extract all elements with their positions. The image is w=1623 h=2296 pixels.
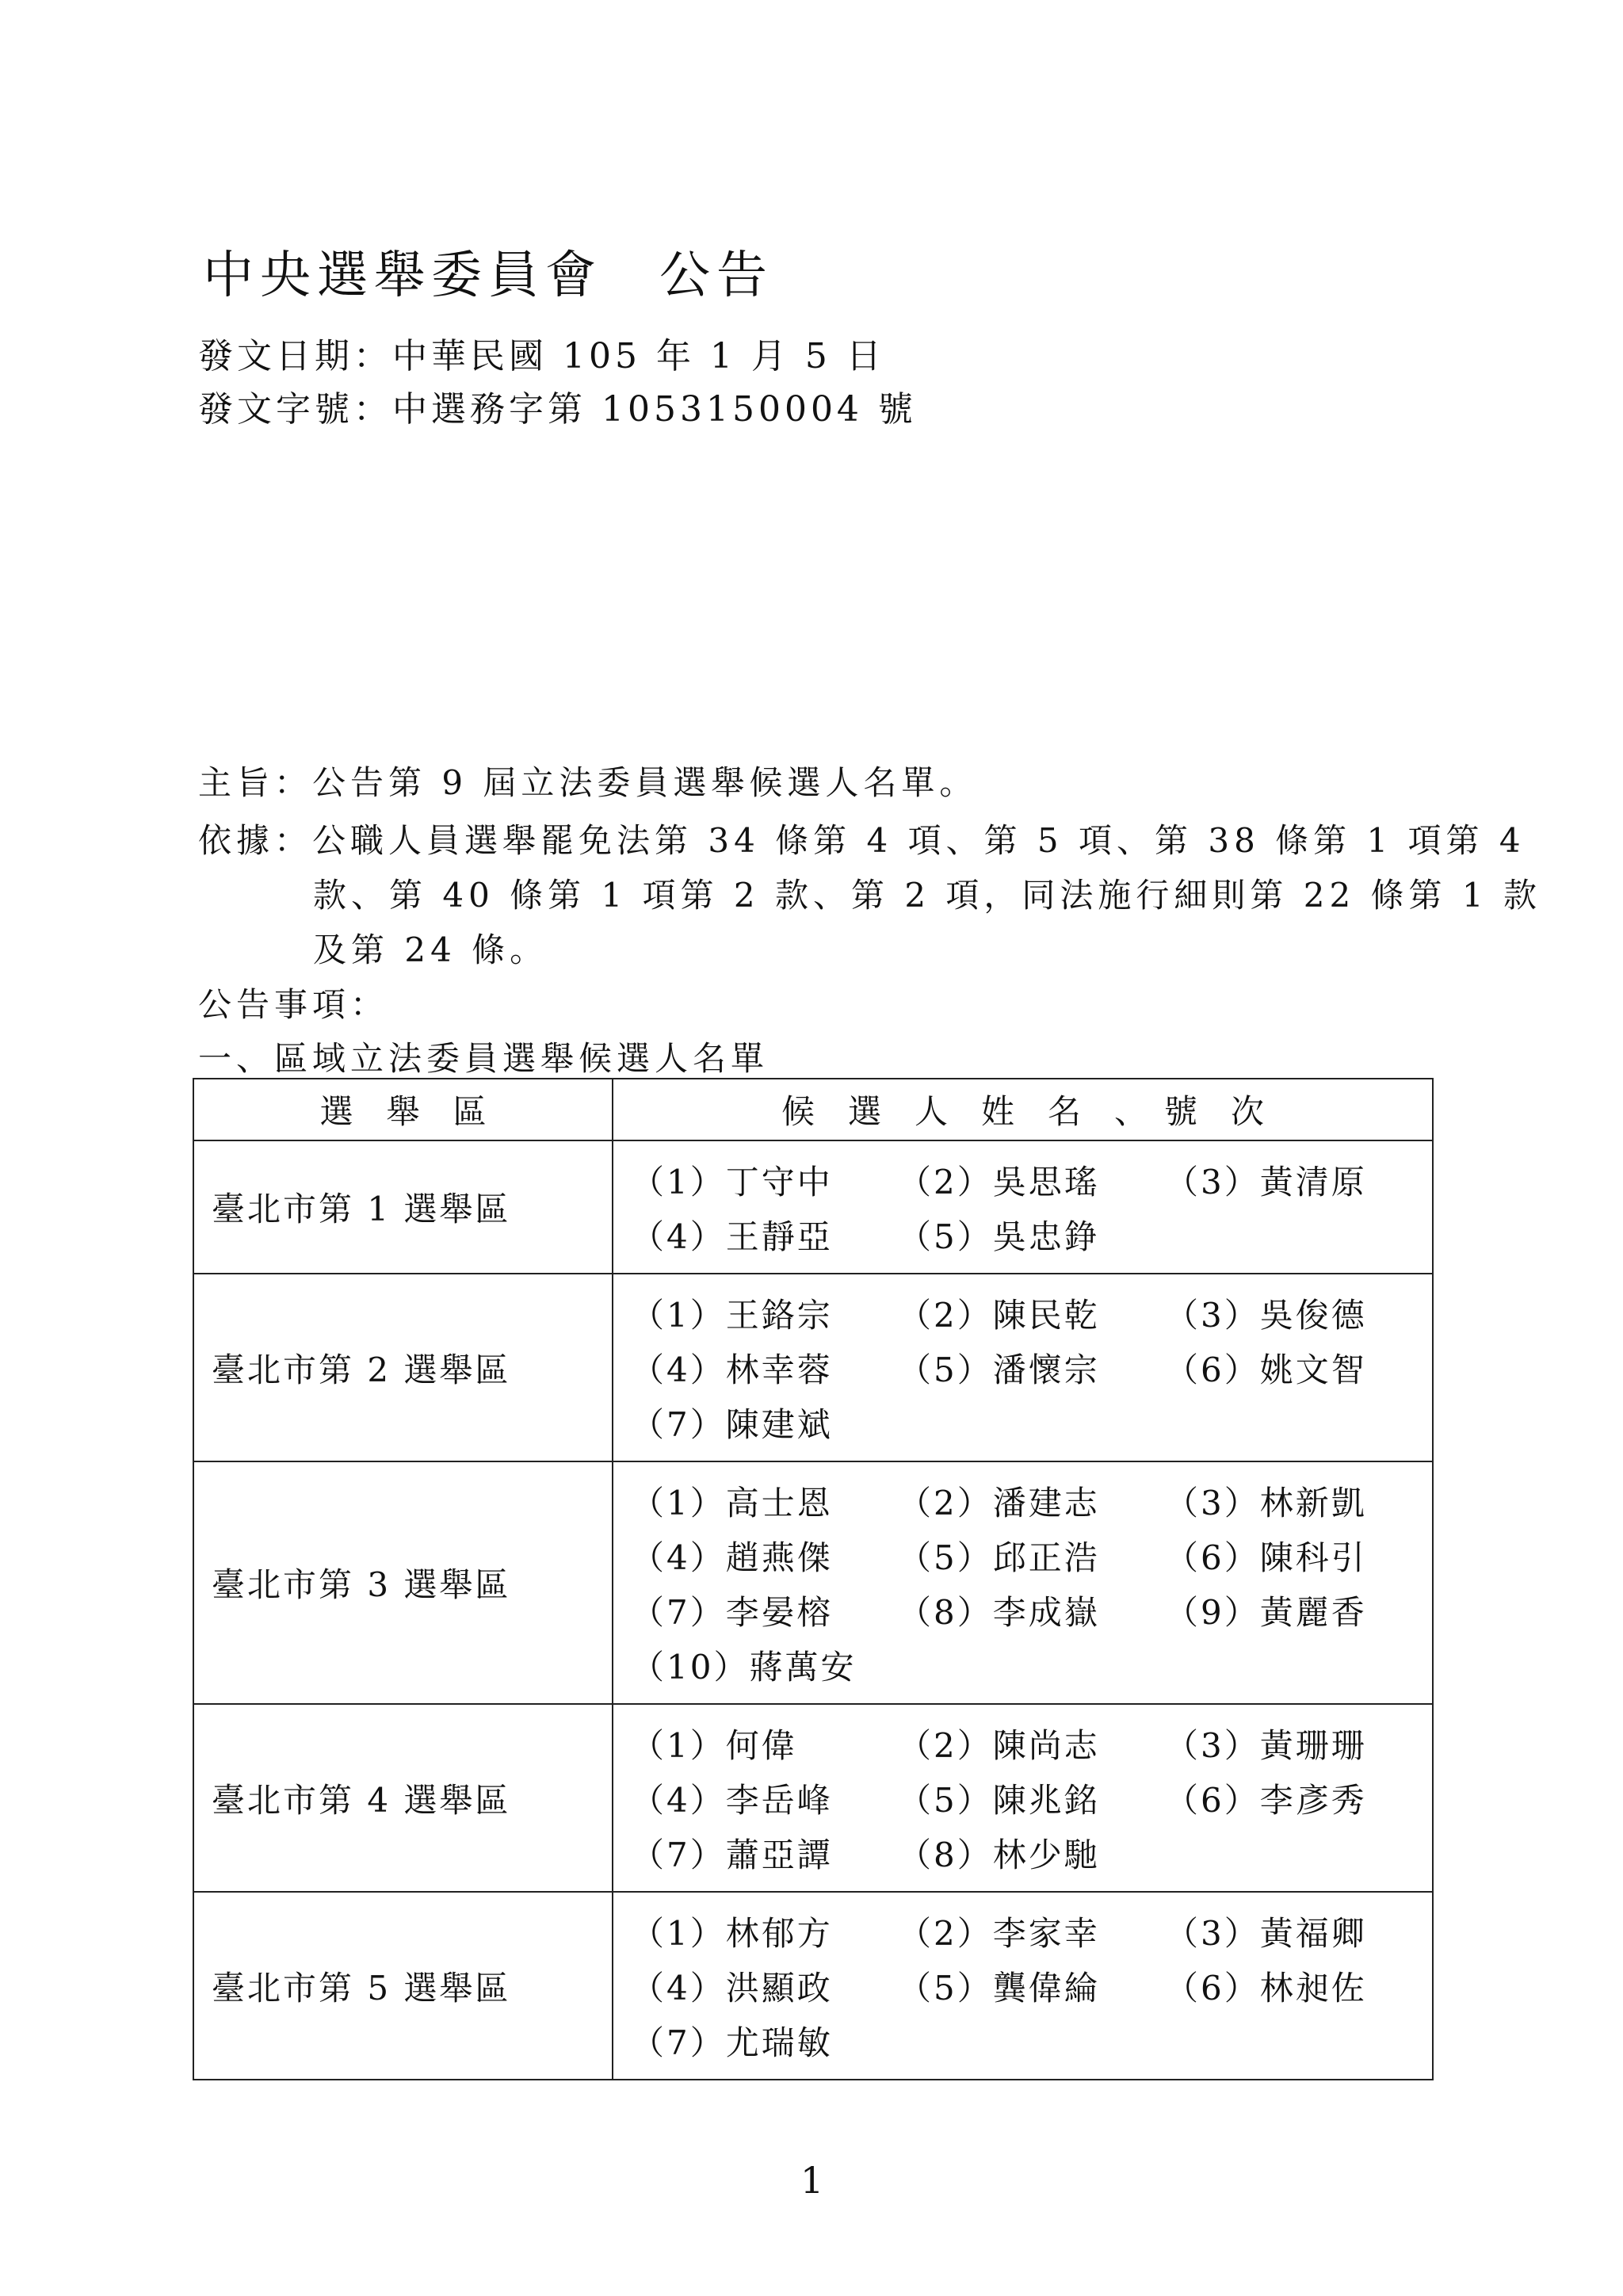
candidate-entry: （3）黃清原 — [1165, 1162, 1367, 1201]
basis-line-1: 依據：公職人員選舉罷免法第 34 條第 4 項、第 5 項、第 38 條第 1 項第 4 — [198, 821, 1526, 860]
candidate-entry: （2）李家幸 — [898, 1913, 1100, 1953]
candidate-entry: （7）尤瑞敏 — [631, 2023, 833, 2062]
candidate-entry: （4）李岳峰 — [631, 1780, 833, 1820]
candidate-line — [631, 2013, 1432, 2068]
candidate-entry: （2）潘建志 — [898, 1483, 1100, 1522]
header-candidates: 候 選 人 姓 名 、 號 次 — [613, 1079, 1433, 1140]
candidate-entry: （1）何偉 — [631, 1725, 797, 1765]
candidate-line — [631, 1340, 1432, 1395]
candidate-entry: （3）黃珊珊 — [1165, 1725, 1367, 1765]
document-number: 發文字號：中選務字第 1053150004 號 — [198, 389, 917, 430]
basis-line-3: 及第 24 條。 — [313, 930, 548, 969]
candidate-entry: （9）黃麗香 — [1165, 1592, 1367, 1632]
candidate-entry: （7）陳建斌 — [631, 1404, 833, 1444]
candidate-line — [631, 1286, 1432, 1340]
table-body — [193, 1140, 1433, 2080]
notice-items-heading: 公告事項： — [198, 985, 389, 1024]
table-row — [193, 1704, 1433, 1892]
candidate-line — [631, 1904, 1432, 1958]
header-district: 選 舉 區 — [193, 1079, 613, 1140]
candidates-cell — [613, 1274, 1433, 1461]
candidate-line — [631, 1207, 1432, 1262]
district-cell: 臺北市第 3 選舉區 — [193, 1461, 613, 1704]
candidate-line — [631, 1771, 1432, 1825]
candidate-entry: （6）林昶佐 — [1165, 1968, 1367, 2008]
candidate-line — [631, 1825, 1432, 1880]
candidates-cell — [613, 1461, 1433, 1704]
table-header-row — [193, 1079, 1433, 1140]
candidate-table — [193, 1078, 1434, 2080]
candidate-line — [631, 1583, 1432, 1637]
page-number: 1 — [800, 2159, 824, 2202]
candidate-entry: （6）李彥秀 — [1165, 1780, 1367, 1820]
candidate-entry: （8）林少馳 — [898, 1835, 1100, 1874]
district-cell: 臺北市第 1 選舉區 — [193, 1140, 613, 1274]
candidate-entry: （5）龔偉綸 — [898, 1968, 1100, 2008]
table-row — [193, 1140, 1433, 1274]
district-cell: 臺北市第 4 選舉區 — [193, 1704, 613, 1892]
candidate-entry: （6）陳科引 — [1165, 1538, 1367, 1577]
notice-title: 中央選舉委員會 公告 — [203, 246, 773, 305]
table-row — [193, 1461, 1433, 1704]
candidate-entry: （2）陳民乾 — [898, 1295, 1100, 1335]
candidate-line — [631, 1152, 1432, 1207]
candidate-entry: （4）王靜亞 — [631, 1217, 833, 1256]
candidate-entry: （2）陳尚志 — [898, 1725, 1100, 1765]
candidate-entry: （2）吳思瑤 — [898, 1162, 1100, 1201]
candidates-cell — [613, 1892, 1433, 2080]
candidate-line — [631, 1958, 1432, 2013]
district-cell: 臺北市第 2 選舉區 — [193, 1274, 613, 1461]
candidate-entry: （1）丁守中 — [631, 1162, 833, 1201]
table-row — [193, 1274, 1433, 1461]
candidate-entry: （1）高士恩 — [631, 1483, 833, 1522]
issue-date: 發文日期：中華民國 105 年 1 月 5 日 — [198, 336, 885, 376]
candidate-entry: （7）蕭亞譚 — [631, 1835, 833, 1874]
candidate-entry: （4）洪顯政 — [631, 1968, 833, 2008]
table-row — [193, 1892, 1433, 2080]
candidate-entry: （3）吳俊德 — [1165, 1295, 1367, 1335]
basis-line-2: 款、第 40 條第 1 項第 2 款、第 2 項，同法施行細則第 22 條第 1 款 — [313, 876, 1541, 915]
candidate-line — [631, 1637, 1432, 1692]
section-heading: 一、區域立法委員選舉候選人名單 — [198, 1039, 769, 1078]
candidate-entry: （4）林幸蓉 — [631, 1350, 833, 1389]
candidate-entry: （3）黃福卿 — [1165, 1913, 1367, 1953]
candidate-entry: （3）林新凱 — [1165, 1483, 1367, 1522]
candidate-line — [631, 1716, 1432, 1771]
candidate-line — [631, 1473, 1432, 1528]
candidate-line — [631, 1395, 1432, 1450]
candidate-entry: （1）王鉻宗 — [631, 1295, 833, 1335]
candidates-cell — [613, 1140, 1433, 1274]
candidate-entry: （5）陳兆銘 — [898, 1780, 1100, 1820]
candidate-entry: （1）林郁方 — [631, 1913, 833, 1953]
candidate-entry: （10）蔣萬安 — [631, 1647, 857, 1687]
candidate-entry: （7）李晏榕 — [631, 1592, 833, 1632]
candidate-entry: （5）潘懷宗 — [898, 1350, 1100, 1389]
candidate-entry: （8）李成嶽 — [898, 1592, 1100, 1632]
district-cell: 臺北市第 5 選舉區 — [193, 1892, 613, 2080]
candidate-entry: （5）吳忠錚 — [898, 1217, 1100, 1256]
candidate-entry: （5）邱正浩 — [898, 1538, 1100, 1577]
candidate-entry: （4）趙燕傑 — [631, 1538, 833, 1577]
candidate-entry: （6）姚文智 — [1165, 1350, 1367, 1389]
candidates-cell — [613, 1704, 1433, 1892]
subject-line: 主旨：公告第 9 屆立法委員選舉候選人名單。 — [198, 763, 978, 802]
candidate-line — [631, 1528, 1432, 1583]
